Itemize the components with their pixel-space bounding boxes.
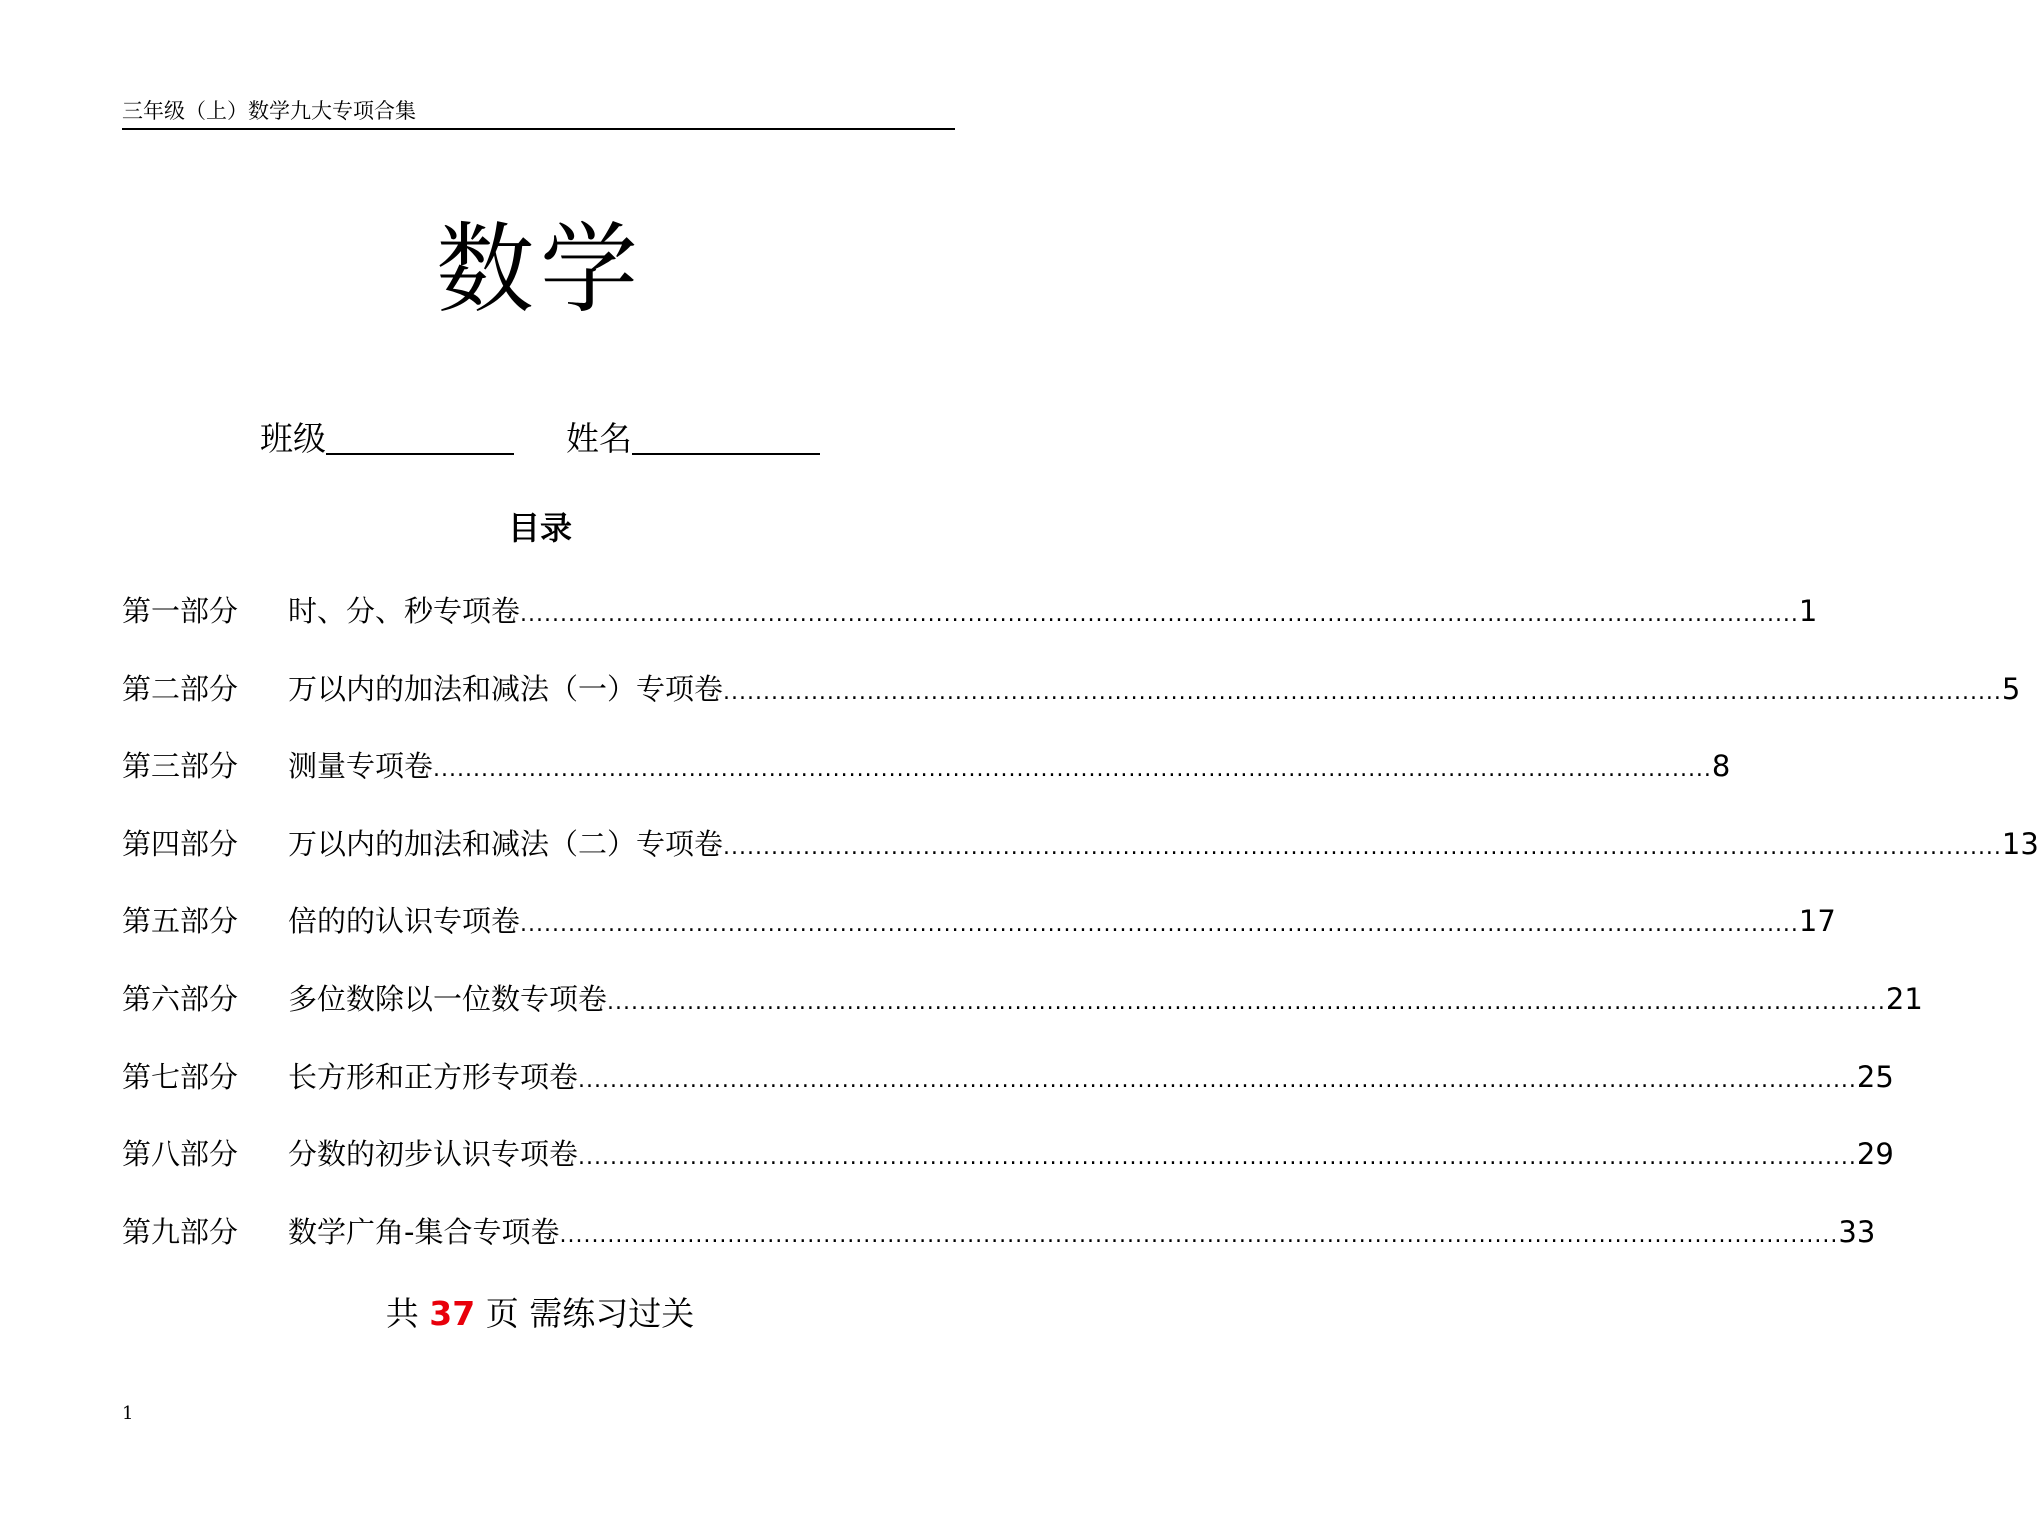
toc-section-name: 万以内的加法和减法（一）专项卷 [288, 671, 724, 706]
toc-entry [122, 744, 1731, 822]
toc-leader-dots: ................................................................................................................................................................ [578, 1067, 1857, 1093]
toc-section-name: 分数的初步认识专项卷 [288, 1137, 579, 1172]
toc-section-name: 数学广角-集合专项卷 [288, 1214, 560, 1249]
toc-section-name: 多位数除以一位数专项卷 [288, 981, 608, 1016]
toc-section-name: 时、分、秒专项卷 [288, 594, 521, 628]
toc-page-number: 5 [2001, 671, 2021, 706]
name-blank[interactable] [632, 417, 820, 455]
toc-leader-dots: ................................................................................................................................................................ [607, 989, 1886, 1015]
name-field [566, 415, 820, 463]
toc-page-number: 1 [1798, 594, 1818, 628]
total-pages-count: 37 [429, 1294, 476, 1333]
toc-page-number: 8 [1711, 749, 1731, 784]
student-info-fields [260, 415, 820, 463]
total-suffix: 页 [485, 1294, 519, 1333]
toc-part-label: 第六部分 [122, 981, 239, 1016]
toc-page-number: 25 [1856, 1059, 1894, 1094]
toc-entry [122, 1210, 1876, 1288]
toc-page-number: 29 [1856, 1137, 1894, 1172]
toc-page-number: 13 [2001, 826, 2039, 861]
toc-leader-dots: ................................................................................................................................................................ [520, 602, 1799, 627]
toc-section-name: 万以内的加法和减法（二）专项卷 [288, 826, 724, 861]
toc-page-number: 17 [1798, 904, 1836, 939]
toc-part-label: 第八部分 [122, 1137, 239, 1172]
toc-entry [122, 822, 2039, 900]
toc-leader-dots: ................................................................................................................................................................ [578, 1145, 1857, 1171]
toc-entry [122, 1055, 1894, 1133]
toc-page-number: 21 [1885, 981, 1923, 1016]
subject-title: 数学 [435, 213, 644, 327]
toc-leader-dots: ................................................................................................................................................................ [433, 757, 1712, 783]
toc-entry [122, 589, 1818, 667]
toc-entry [122, 977, 1923, 1055]
toc-leader-dots: ................................................................................................................................................................ [520, 912, 1799, 938]
toc-part-label: 第二部分 [122, 671, 239, 706]
toc-title: 目录 [507, 509, 572, 547]
class-label: 班级 [260, 419, 326, 458]
toc-leader-dots: ................................................................................................................................................................ [723, 679, 2002, 705]
toc-leader-dots: ................................................................................................................................................................ [723, 834, 2002, 860]
page-number: 1 [122, 1403, 134, 1424]
toc-part-label: 第四部分 [122, 826, 239, 861]
running-header: 三年级（上）数学九大专项合集 [122, 99, 416, 123]
toc-entry [122, 899, 1836, 977]
toc-part-label: 第三部分 [122, 749, 239, 784]
toc-entry [122, 667, 2021, 745]
total-prefix: 共 [385, 1294, 419, 1333]
name-label: 姓名 [566, 419, 632, 458]
table-of-contents [122, 589, 2039, 1287]
toc-section-name: 长方形和正方形专项卷 [288, 1059, 579, 1094]
toc-section-name: 测量专项卷 [288, 749, 434, 784]
header-divider [122, 128, 955, 130]
toc-section-name: 倍的的认识专项卷 [288, 904, 521, 939]
toc-entry [122, 1132, 1894, 1210]
toc-part-label: 第七部分 [122, 1059, 239, 1094]
toc-page-number: 33 [1838, 1214, 1876, 1249]
practice-note: 需练习过关 [529, 1294, 695, 1333]
class-blank[interactable] [326, 417, 514, 455]
toc-part-label: 第五部分 [122, 904, 239, 939]
toc-part-label: 第一部分 [122, 594, 239, 628]
toc-part-label: 第九部分 [122, 1214, 239, 1249]
toc-leader-dots: ................................................................................................................................................................ [559, 1222, 1839, 1248]
total-pages-note [0, 1290, 1080, 1338]
class-field [260, 415, 514, 463]
